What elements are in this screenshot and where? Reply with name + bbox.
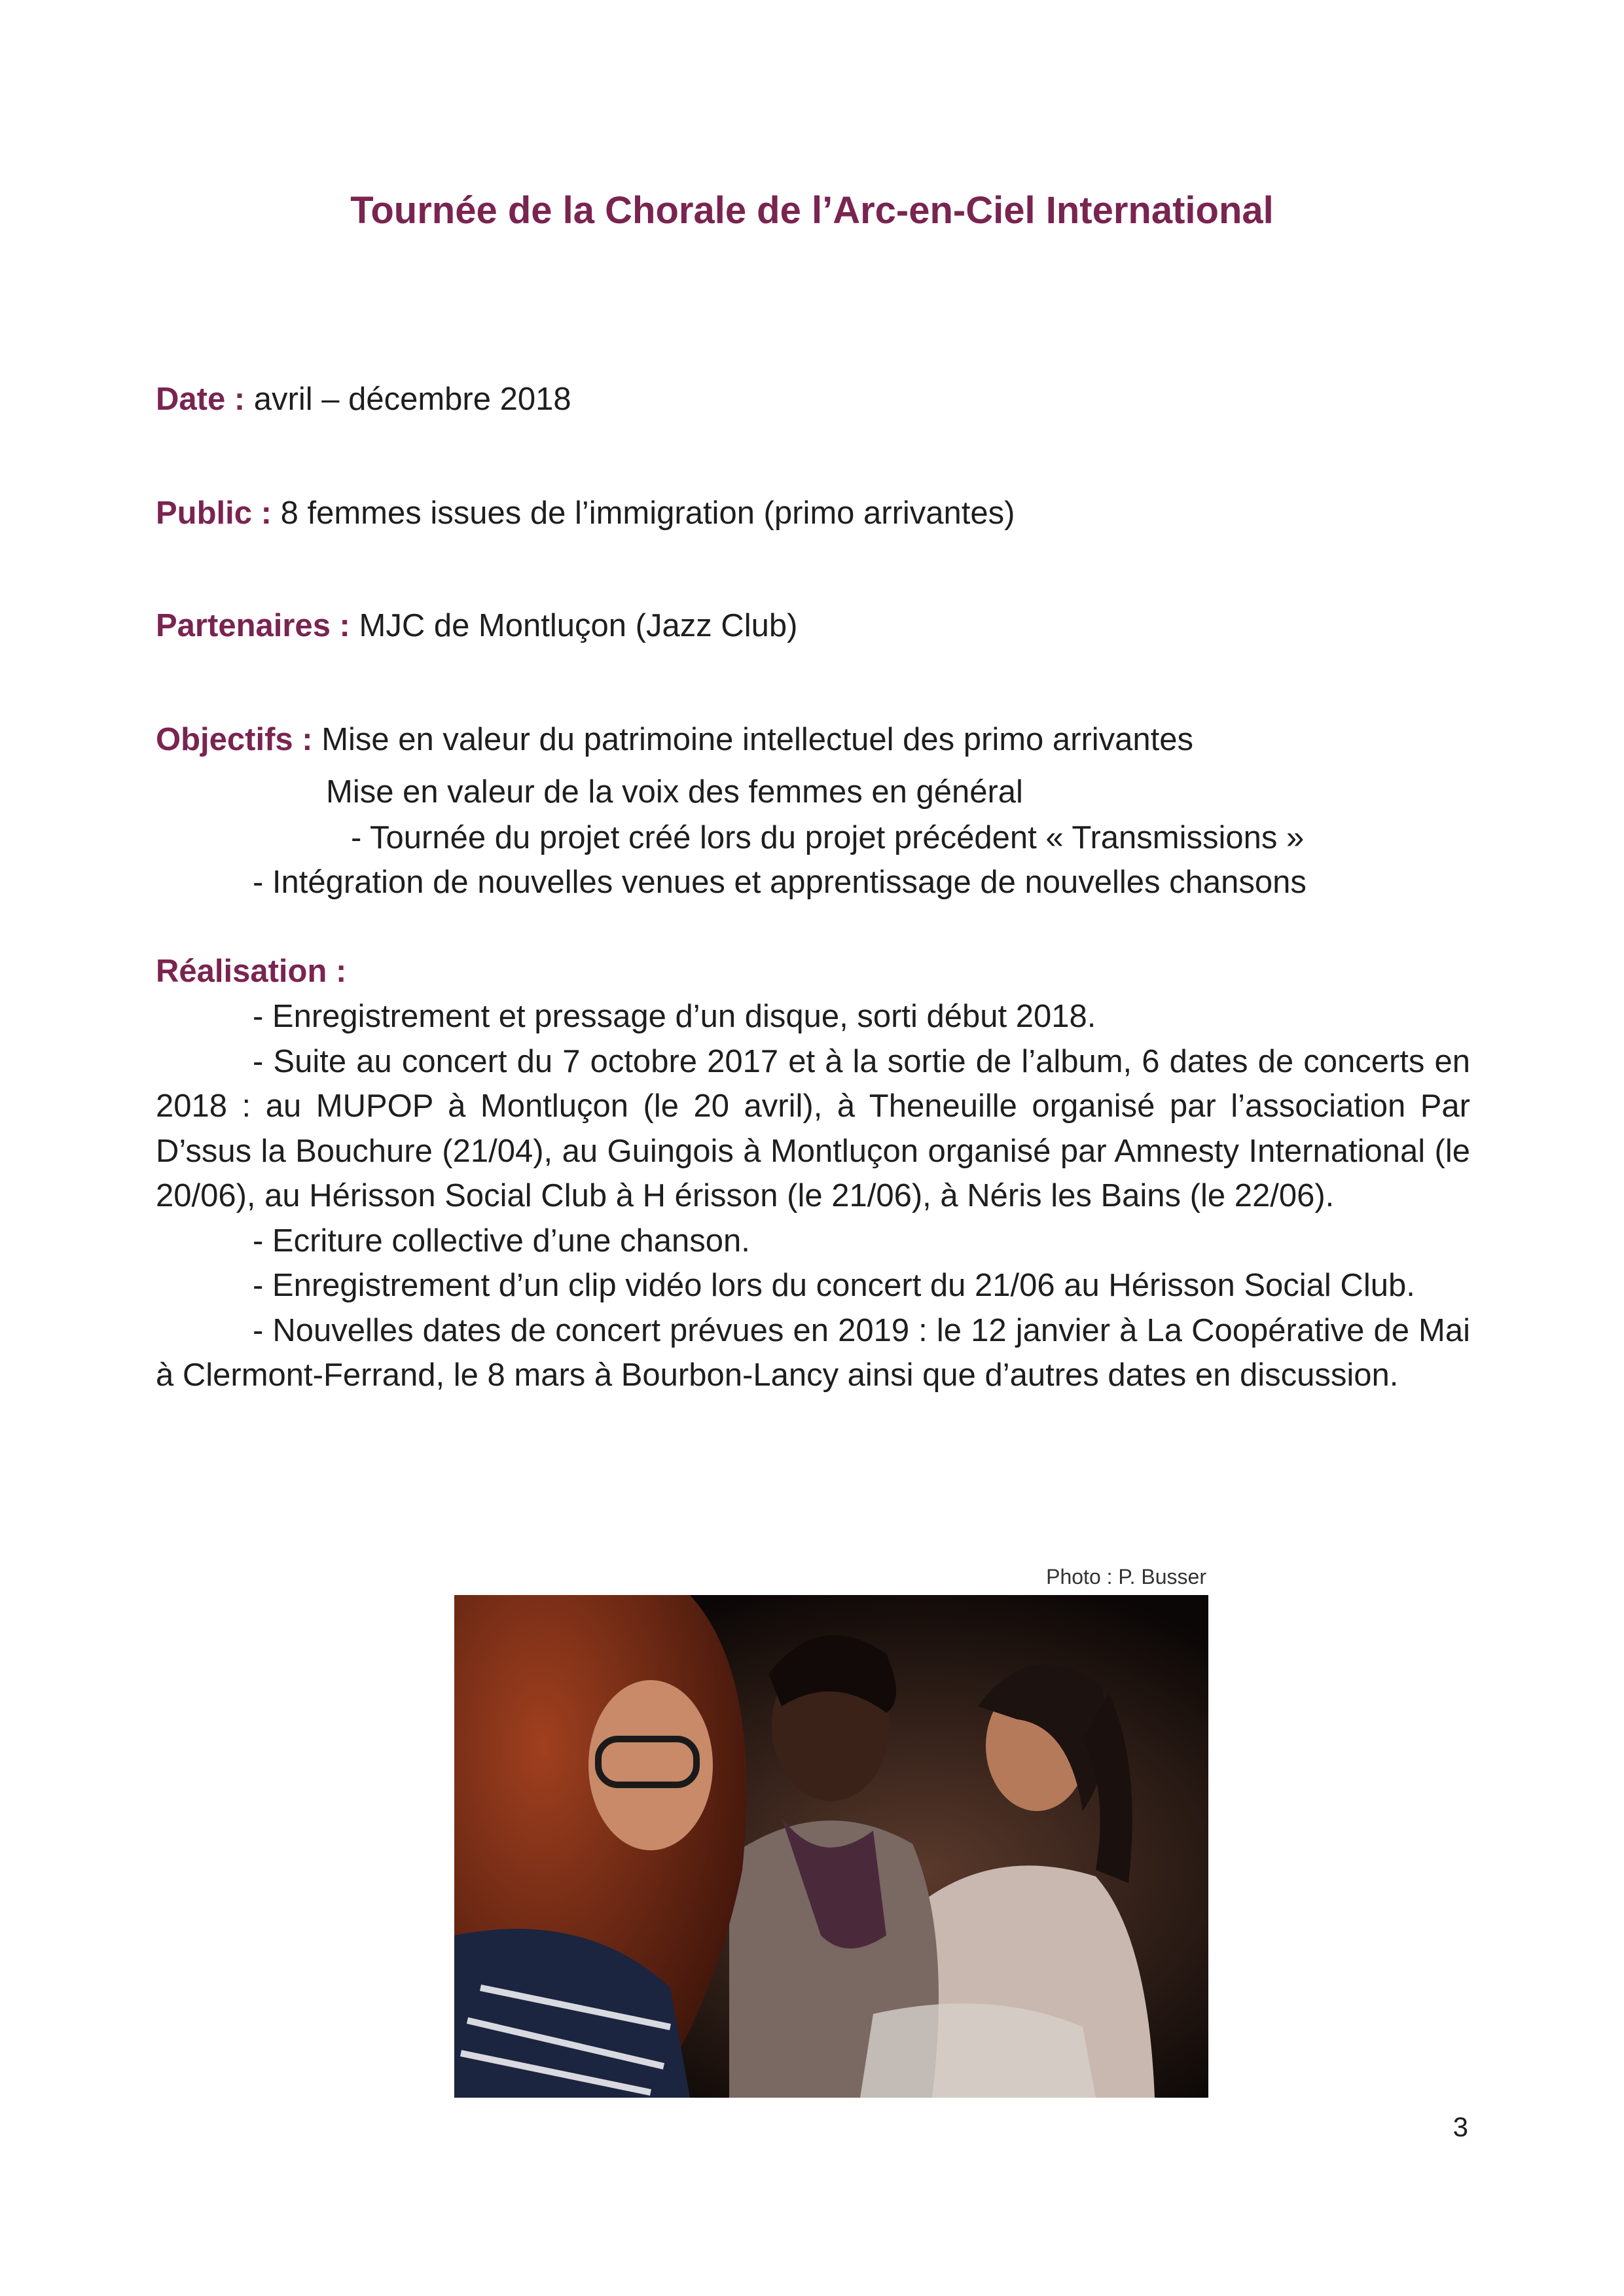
public-label: Public : [156, 495, 272, 531]
realisation-item: - Nouvelles dates de concert prévues en 2019 : le 12 janvier à La Coopérative de Mai à Clermont-Ferrand, le 8 mars à Bourbon-Lancy ainsi que d’autres dates en discussion. [156, 1312, 1470, 1393]
page-number: 3 [1453, 2111, 1468, 2142]
partenaires-label: Partenaires : [156, 608, 350, 643]
realisation-item: - Suite au concert du 7 octobre 2017 et à la sortie de l’album, 6 dates de concerts en 2018 : au MUPOP à Montluçon (le 20 avril), à Theneuille organisé par l’association Par D’ssus la Bouchure (21/04), au Guingois à Montluçon organisé par Amnesty International (le 20/06), au Hérisson Social Club à H érisson (le 21/06), à Néris les Bains (le 22/06). [156, 1043, 1470, 1213]
realisation-list [156, 994, 1470, 1398]
realisation-item: - Ecriture collective d’une chanson. [253, 1223, 750, 1259]
partenaires-field [156, 603, 1471, 648]
choir-photo [454, 1595, 1208, 2098]
objectif-item: Mise en valeur de la voix des femmes en général [326, 774, 1023, 810]
objectif-item: - Tournée du projet créé lors du projet précédent « Transmissions » [351, 820, 1305, 855]
photo-credit: Photo : P. Busser [1046, 1565, 1206, 1588]
date-field [156, 377, 1471, 422]
page-title: Tournée de la Chorale de l’Arc-en-Ciel International [350, 189, 1274, 232]
public-field [156, 491, 1471, 535]
public-value: 8 femmes issues de l’immigration (primo arrivantes) [280, 495, 1015, 531]
objectifs-label: Objectifs : [156, 722, 313, 757]
objectif-item: Mise en valeur du patrimoine intellectuel des primo arrivantes [321, 722, 1194, 757]
partenaires-value: MJC de Montluçon (Jazz Club) [359, 608, 798, 643]
date-label: Date : [156, 382, 245, 417]
date-value: avril – décembre 2018 [253, 382, 571, 417]
objectifs-field [156, 717, 1471, 762]
realisation-label: Réalisation : [156, 954, 347, 989]
objectif-item: - Intégration de nouvelles venues et apprentissage de nouvelles chansons [253, 865, 1307, 900]
realisation-item: - Enregistrement d’un clip vidéo lors du concert du 21/06 au Hérisson Social Club. [253, 1268, 1415, 1303]
realisation-item: - Enregistrement et pressage d’un disque, sorti début 2018. [253, 999, 1096, 1034]
realisation-heading [156, 949, 1471, 994]
